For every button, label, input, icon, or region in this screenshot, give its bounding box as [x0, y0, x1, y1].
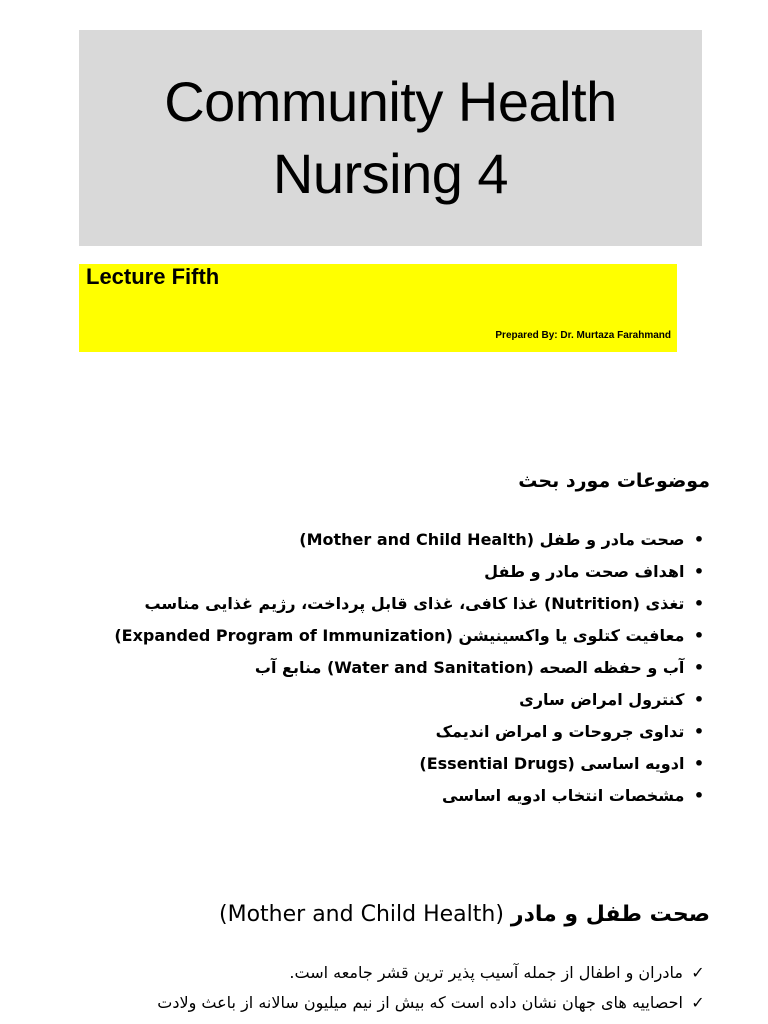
topic-item: • ادویه اساسی (Essential Drugs): [114, 748, 708, 780]
topic-item: • آب و حفظه الصحه (Water and Sanitation) منابع آب: [114, 652, 708, 684]
checkmark-icon: ✓: [691, 963, 705, 982]
topic-item: • تداوی جروحات و امراض اندیمک: [114, 716, 708, 748]
bullet-icon: •: [693, 690, 705, 709]
topic-item: • معافیت کتلوی یا واکسینیشن (Expanded Program of Immunization): [114, 620, 708, 652]
bullet-icon: •: [693, 626, 705, 645]
prepared-by: Prepared By: Dr. Murtaza Farahmand: [495, 330, 671, 341]
bullet-icon: •: [693, 786, 705, 805]
bullet-icon: •: [693, 594, 705, 613]
check-list: [157, 958, 708, 1018]
slide-title-line-1: Community Health: [164, 70, 617, 133]
section-heading-en: (Mother and Child Health): [219, 902, 504, 927]
topic-item: • مشخصات انتخاب ادویه اساسی: [114, 780, 708, 812]
check-item: ✓ مادران و اطفال از جمله آسیب پذیر ترین قشر جامعه است.: [157, 958, 708, 988]
bullet-icon: •: [693, 530, 705, 549]
topic-item: • کنترول امراض ساری: [114, 684, 708, 716]
slide-title-line-2: Nursing 4: [272, 142, 509, 205]
topic-item: • اهداف صحت مادر و طفل: [114, 556, 708, 588]
check-item: ✓ احصاییه های جهان نشان داده است که بیش از نیم میلیون سالانه از باعث ولادت: [157, 988, 708, 1018]
bullet-icon: •: [693, 562, 705, 581]
topic-item: • صحت مادر و طفل (Mother and Child Health): [114, 524, 708, 556]
lecture-banner: [79, 264, 677, 352]
section-heading: [219, 902, 710, 927]
checkmark-icon: ✓: [691, 993, 705, 1012]
lecture-label: Lecture Fifth: [86, 264, 220, 289]
topic-item: • تغذی (Nutrition) غذا کافی، غذای قابل پرداخت، رژیم غذایی مناسب: [114, 588, 708, 620]
bullet-icon: •: [693, 658, 705, 677]
section-heading-fa: صحت طفل و مادر: [510, 902, 710, 927]
title-box: [79, 30, 702, 246]
topics-heading: موضوعات مورد بحث: [518, 470, 710, 492]
bullet-icon: •: [693, 722, 705, 741]
bullet-icon: •: [693, 754, 705, 773]
topics-list: [114, 524, 708, 812]
